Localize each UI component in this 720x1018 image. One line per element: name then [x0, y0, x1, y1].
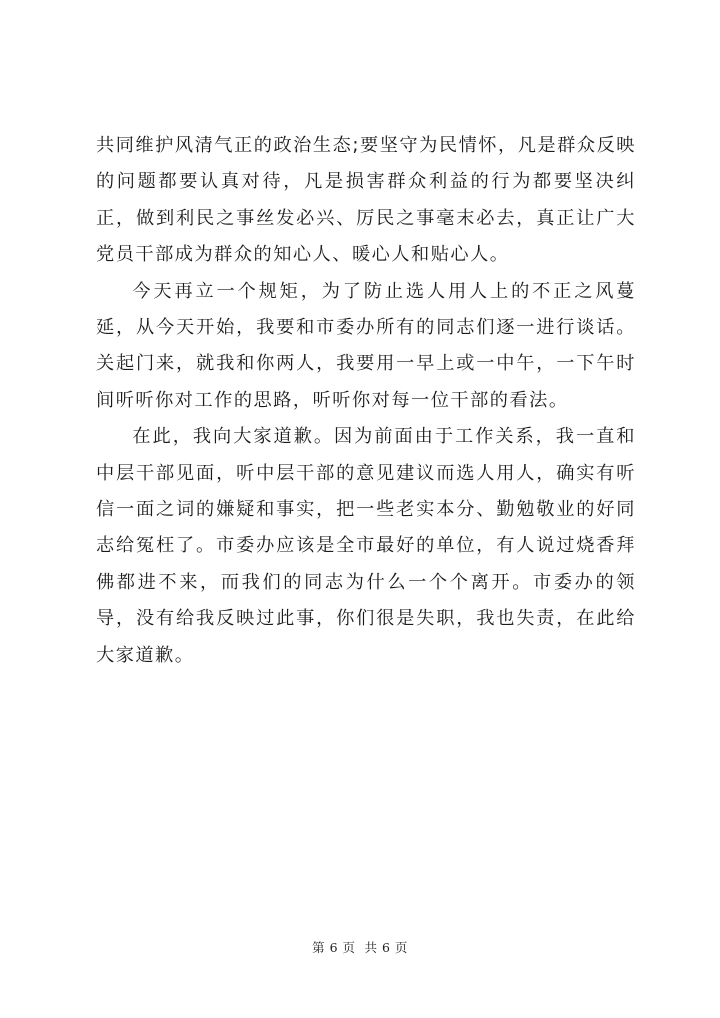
- page-footer: [0, 938, 720, 956]
- body-text: [96, 128, 636, 674]
- paragraph-2: 今天再立一个规矩，为了防止选人用人上的不正之风蔓延，从今天开始，我要和市委办所有的同志们逐一进行谈话。关起门来，就我和你两人，我要用一早上或一中午，一下午时间听听你对工作的思路，听听你对每一位干部的看法。: [96, 280, 636, 411]
- page-number-label: 第 6 页 共 6 页: [312, 940, 408, 955]
- paragraph-1: 共同维护风清气正的政治生态;要坚守为民情怀，凡是群众反映的问题都要认真对待，凡是损害群众利益的行为都要坚决纠正，做到利民之事丝发必兴、厉民之事毫末必去，真正让广大党员干部成为群众的知心人、暖心人和贴心人。: [96, 135, 636, 266]
- paragraph-3: 在此，我向大家道歉。因为前面由于工作关系，我一直和中层干部见面，听中层干部的意见建议而选人用人，确实有听信一面之词的嫌疑和事实，把一些老实本分、勤勉敬业的好同志给冤枉了。市委办应该是全市最好的单位，有人说过烧香拜佛都进不来，而我们的同志为什么一个个离开。市委办的领导，没有给我反映过此事，你们很是失职，我也失责，在此给大家道歉。: [96, 426, 636, 666]
